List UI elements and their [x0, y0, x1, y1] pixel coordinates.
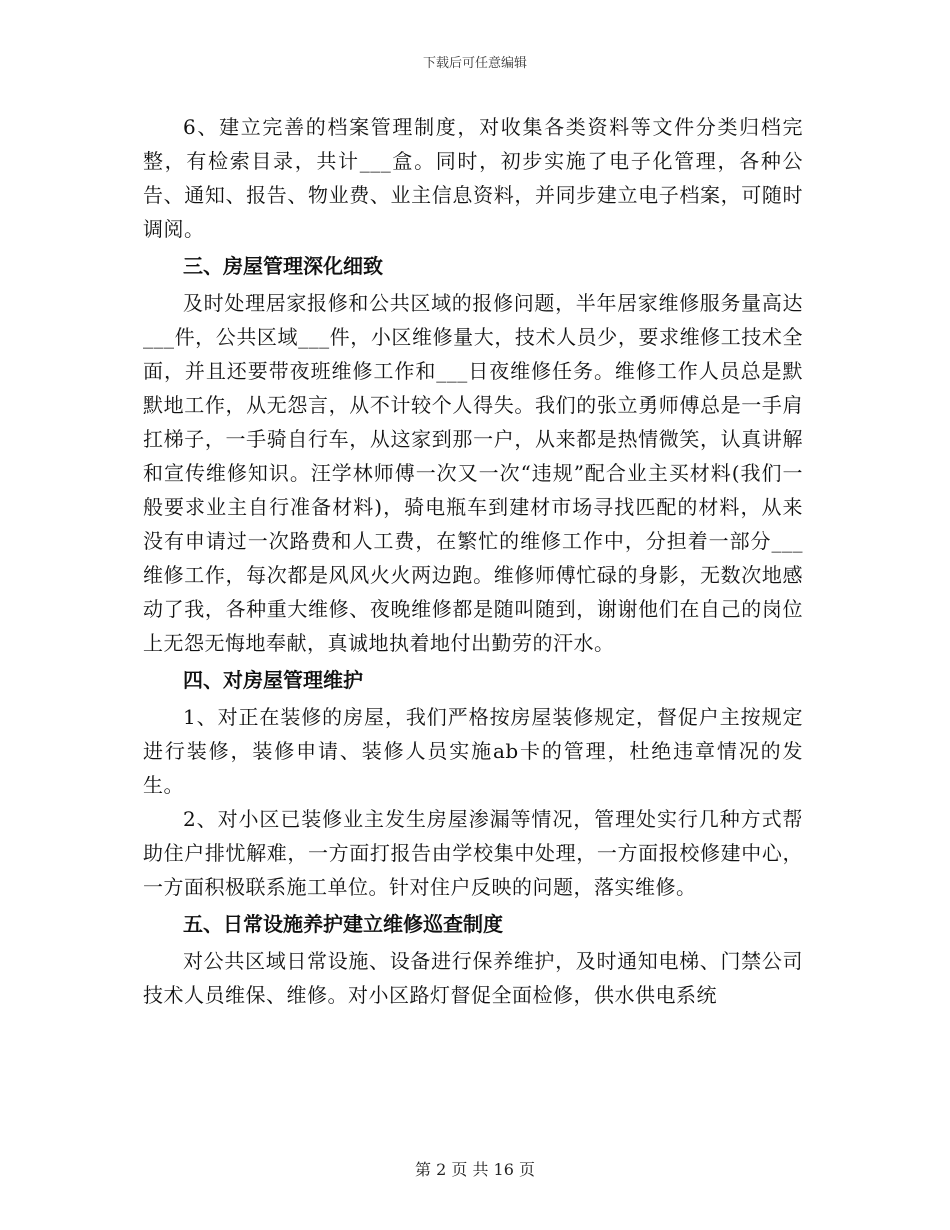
section-heading-facility-inspection: 五、日常设施养护建立维修巡查制度 [183, 912, 503, 936]
paragraph-renovation-rules: 1、对正在装修的房屋，我们严格按房屋装修规定，督促户主按规定进行装修，装修申请、装修人员实施ab卡的管理，杜绝违章情况的发生。 [143, 705, 803, 797]
paragraph-archive-management: 6、建立完善的档案管理制度，对收集各类资料等文件分类归档完整，有检索目录，共计___盒。同时，初步实施了电子化管理，各种公告、通知、报告、物业费、业主信息资料，并同步建立电子档案，可随时调阅。 [143, 115, 803, 241]
section-heading-housing-maintenance: 四、对房屋管理维护 [183, 668, 363, 692]
document-body [143, 110, 803, 1012]
section-heading-housing-management: 三、房屋管理深化细致 [183, 254, 383, 278]
paragraph-facility-maintenance: 对公共区域日常设施、设备进行保养维护，及时通知电梯、门禁公司技术人员维保、维修。对小区路灯督促全面检修，供水供电系统 [143, 949, 803, 1007]
page-header: 下载后可任意编辑 [422, 56, 527, 71]
paragraph-leak-handling: 2、对小区已装修业主发生房屋渗漏等情况，管理处实行几种方式帮助住户排忧解难，一方面打报告由学校集中处理，一方面报校修建中心，一方面积极联系施工单位。针对住户反映的问题，落实维修。 [143, 807, 803, 899]
paragraph-repair-services: 及时处理居家报修和公共区域的报修问题，半年居家维修服务量高达___件，公共区域___件，小区维修量大，技术人员少，要求维修工技术全面，并且还要带夜班维修工作和___日夜维修任务。维修工作人员总是默默地工作，从无怨言，从不计较个人得失。我们的张立勇师傅总是一手肩扛梯子，一手骑自行车，从这家到那一户，从来都是热情微笑，认真讲解和宣传维修知识。汪学林师傅一次又一次“违规”配合业主买材料(我们一般要求业主自行准备材料)，骑电瓶车到建材市场寻找匹配的材料，从来没有申请过一次路费和人工费，在繁忙的维修工作中，分担着一部分___维修工作，每次都是风风火火两边跑。维修师傅忙碌的身影，无数次地感动了我，各种重大维修、夜晚维修都是随叫随到，谢谢他们在自己的岗位上无怨无悔地奉献，真诚地执着地付出勤劳的汗水。 [143, 291, 803, 655]
page-number: 第 2 页 共 16 页 [415, 1160, 535, 1179]
